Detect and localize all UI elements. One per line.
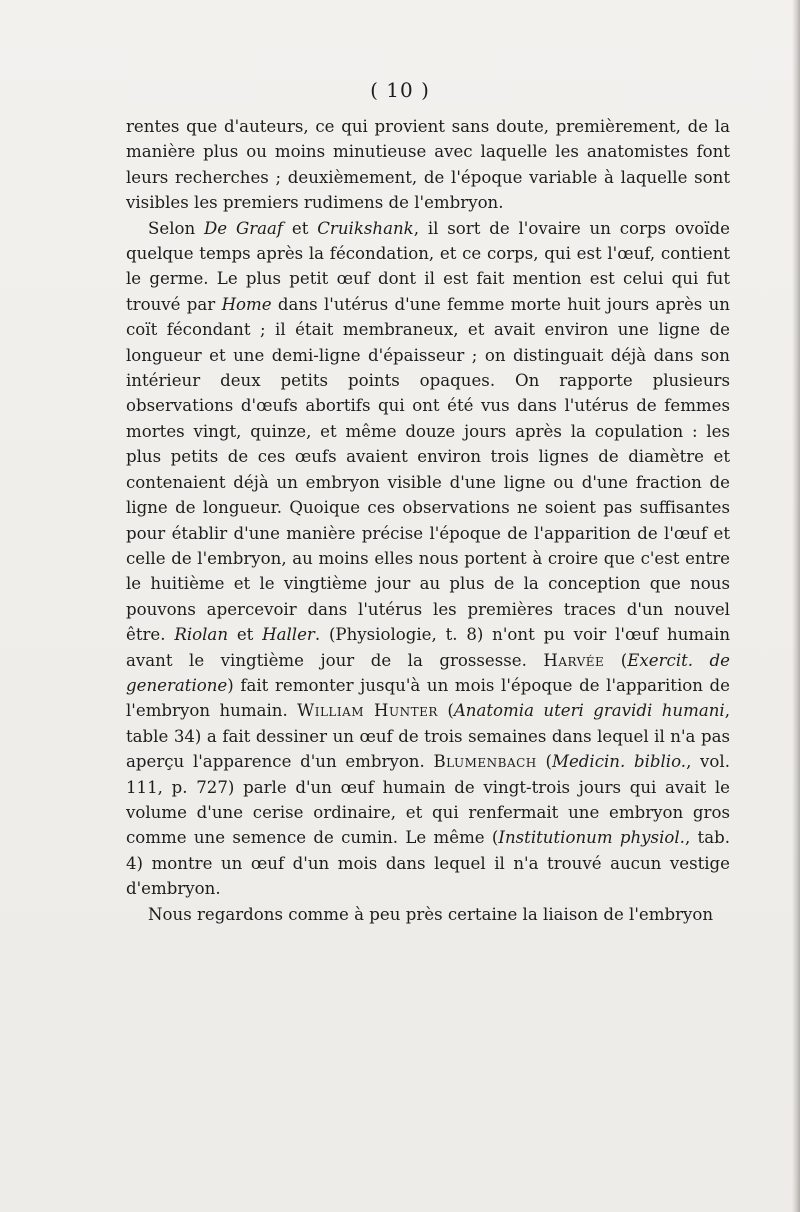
text-run: , table 34) a fait dessiner un œuf de trois semaines dans lequel il n'a pas aperçu l'apparence d'un embryon. [126, 701, 731, 772]
italic-text-run: Institutionum physiol. [498, 828, 685, 848]
italic-text-run: Medicin. biblio. [551, 752, 687, 772]
italic-text-run: Riolan [174, 625, 229, 645]
italic-text-run: Cruikshank [317, 218, 414, 238]
smallcaps-author-name: Blumenbach [433, 752, 537, 772]
text-run: ( [604, 650, 628, 670]
text-run: ( [437, 701, 454, 721]
text-run: et [228, 625, 263, 645]
text-run: ( [536, 752, 552, 772]
smallcaps-author-name: Harvée [543, 650, 605, 670]
smallcaps-author-name: William Hunter [297, 701, 438, 721]
italic-text-run: Exercit. de generatione [126, 650, 731, 695]
text-run: ) fait remonter jusqu'à un mois l'époque de l'apparition de l'embryon humain. [126, 675, 730, 721]
text-run: , il sort de l'ovaire un corps ovoïde quelque temps après la fécondation, et ce corps, qui est l'œuf, contient le germe. Le plus petit œuf dont il est fait mention est celui qui fut trouvé par [126, 218, 730, 314]
page-number: ( 10 ) [370, 78, 430, 102]
italic-text-run: Anatomia uteri gravidi humani [453, 701, 725, 721]
text-run: , tab. 4) montre un œuf d'un mois dans lequel il n'a trouvé aucun vestige d'embryon. [126, 828, 730, 899]
italic-text-run: De Graaf [204, 218, 284, 238]
paragraph [126, 216, 730, 902]
text-run: et [283, 218, 318, 238]
body-text [126, 114, 730, 927]
text-run: . (Physiologie, t. 8) n'ont pu voir l'œuf humain avant le vingtième jour de la grossesse. [126, 625, 730, 670]
text-run: rentes que d'auteurs, ce qui provient sans doute, premièrement, de la manière plus ou moins minutieuse avec laquelle les anatomistes font leurs recherches ; deuxièmement, de l'époque variable à laquelle sont visibles les premiers rudimens de l'embryon. [126, 117, 730, 213]
italic-text-run: Home [221, 294, 272, 314]
text-run: , vol. 111, p. 727) parle d'un œuf humain de vingt-trois jours qui avait le volume d'une cerise ordinaire, et qui renfermait une embryon gros comme une semence de cumin. Le même ( [126, 752, 731, 848]
text-run: Selon [148, 218, 204, 238]
text-run: dans l'utérus d'une femme morte huit jours après un coït fécondant ; il était membraneux, et avait environ une ligne de longueur et une demi-ligne d'épaisseur ; on distinguait déjà dans son intérieur deux petits points opaques. On rapporte plusieurs observations d'œufs abortifs qui ont été vus dans l'utérus de femmes mortes vingt, quinze, et même douze jours après la copulation : les plus petits de ces œufs avaient environ trois lignes de diamètre et contenaient déjà un embryon visible d'une ligne ou d'une fraction de ligne de longueur. Quoique ces observations ne soient pas suffisantes pour établir d'une manière précise l'époque de l'apparition de l'œuf et celle de l'embryon, au moins elles nous portent à croire que c'est entre le huitième et le vingtième jour au plus de la conception que nous pouvons apercevoir dans l'utérus les premières traces d'un nouvel être. [126, 294, 730, 645]
paragraph [126, 902, 730, 927]
italic-text-run: Haller [262, 625, 315, 645]
paragraph [126, 114, 730, 216]
page-edge-shadow [792, 0, 800, 1212]
text-run: Nous regardons comme à peu près certaine la liaison de l'embryon [148, 904, 714, 924]
